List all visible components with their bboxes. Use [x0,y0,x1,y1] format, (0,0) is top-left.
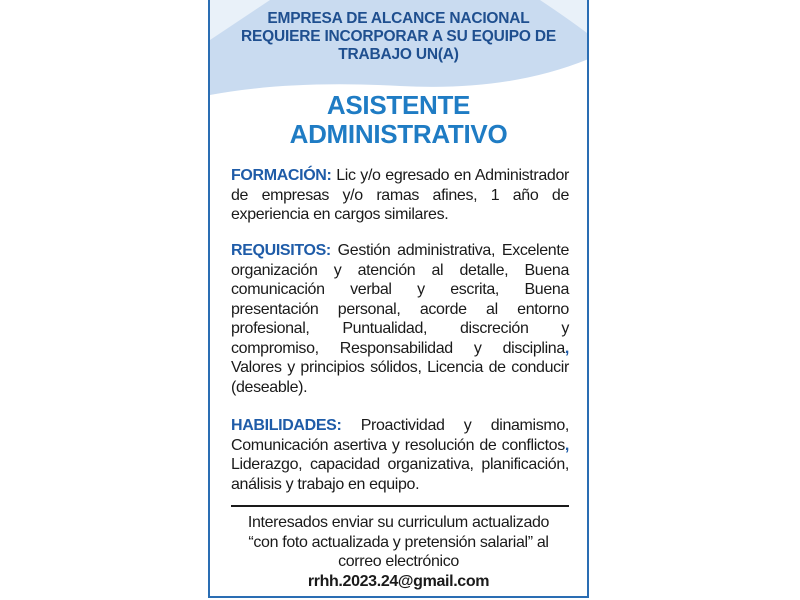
habilidades-text-part-1: Proactividad y dinamismo, Comunicación asertiva y resolución de conflictos [231,417,569,454]
habilidades-label: HABILIDADES: [231,417,342,434]
footer-line-1: Interesados enviar su curriculum actualizado [247,514,550,531]
header-band [210,0,587,95]
job-ad-card [208,0,589,598]
footer-line-2: “con foto actualizada y pretensión salarial” al [248,533,549,551]
formacion-text: Lic y/o egresado en Administrador de empresas y/o ramas afines, 1 año de experiencia en cargos similares. [231,167,569,223]
job-title [210,91,587,149]
habilidades-text-part-2: Liderazgo, capacidad organizativa, planificación, análisis y trabajo en equipo. [231,456,569,493]
habilidades-section [231,416,569,494]
job-title-line-2: ADMINISTRATIVO [289,119,508,149]
requisitos-text-part-1: Gestión administrativa, Excelente organización y atención al detalle, Buena comunicación verbal y escrita, Buena presentación personal, acorde al entorno profesional, Puntualidad, discreción y compromiso, Responsabilidad y disciplina [231,242,569,357]
header-intro [218,10,579,64]
job-title-line-1: ASISTENTE [326,90,471,120]
requisitos-text-part-2: Valores y principios sólidos, Licencia de conducir (deseable). [231,359,569,396]
habilidades-blue-comma: , [564,436,569,454]
requisitos-label: REQUISITOS: [231,242,331,259]
header-line-3: TRABAJO UN(A) [338,46,459,63]
formacion-section [231,166,569,225]
requisitos-section [231,241,569,397]
contact-email[interactable]: rrhh.2023.24@gmail.com [307,572,490,590]
formacion-label: FORMACIÓN: [231,167,332,184]
header-line-2: REQUIERE INCORPORAR A SU EQUIPO DE [240,28,556,45]
footer-divider [231,505,569,507]
footer-line-3: correo electrónico [338,553,459,570]
requisitos-blue-comma: , [564,339,569,357]
header-line-1: EMPRESA DE ALCANCE NACIONAL [267,10,530,27]
contact-footer [220,513,577,591]
